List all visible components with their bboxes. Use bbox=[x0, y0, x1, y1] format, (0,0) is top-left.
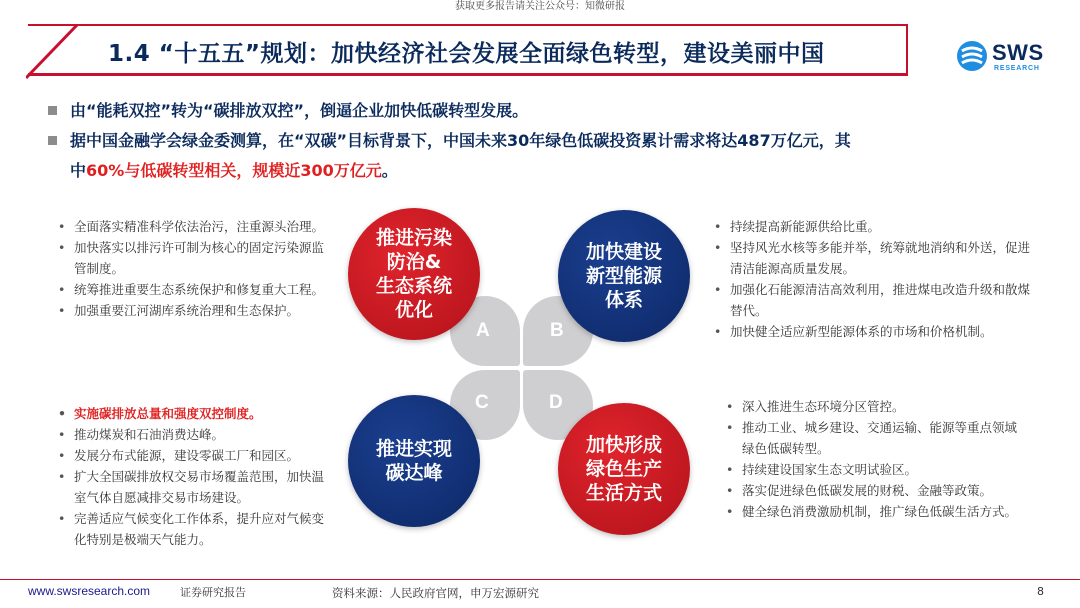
footer-source-note: 资料来源：人民政府官网，申万宏源研究 bbox=[332, 586, 539, 600]
list-a-item: • 加强重要江河湖库系统治理和生态保护。 bbox=[58, 300, 328, 321]
petal-a-label: A bbox=[476, 320, 490, 341]
footer-divider bbox=[0, 579, 1080, 580]
list-a-item: • 加快落实以排污许可制为核心的固定污染源监管制度。 bbox=[58, 237, 328, 279]
list-b-item: • 加快健全适应新型能源体系的市场和价格机制。 bbox=[714, 321, 1034, 342]
circle-c-label: 推进实现 碳达峰 bbox=[375, 438, 452, 484]
list-a bbox=[58, 216, 328, 321]
lead-point-1-text: 由“能耗双控”转为“碳排放双控”，倒逼企业加快低碳转型发展。 bbox=[70, 101, 529, 120]
list-d-item: • 健全绿色消费激励机制，推广绿色低碳生活方式。 bbox=[726, 501, 1026, 522]
list-b-item: • 加强化石能源清洁高效利用，推进煤电改造升级和散煤替代。 bbox=[714, 279, 1034, 321]
footer-website-link[interactable]: www.swsresearch.com bbox=[28, 584, 151, 598]
list-c-item: • 发展分布式能源，建设零碳工厂和园区。 bbox=[58, 445, 328, 466]
circle-c-carbon-peak bbox=[348, 395, 480, 527]
list-b-item: • 坚持风光水核等多能并举，统筹就地消纳和外送，促进清洁能源高质量发展。 bbox=[714, 237, 1034, 279]
lead-point-2-highlight: 60%与低碳转型相关，规模近300万亿元 bbox=[86, 161, 382, 180]
petal-c-label: C bbox=[475, 392, 489, 413]
circle-d-green-lifestyle bbox=[558, 403, 690, 535]
watermark-text: 获取更多报告请关注公众号：知微研报 bbox=[455, 1, 625, 12]
square-bullet-icon bbox=[48, 106, 57, 115]
list-c-item: • 完善适应气候变化工作体系，提升应对气候变化特别是极端天气能力。 bbox=[58, 508, 328, 550]
lead-point-2 bbox=[70, 126, 1020, 186]
circle-b-new-energy bbox=[558, 210, 690, 342]
circle-d-label: 加快形成 绿色生产 生活方式 bbox=[585, 434, 662, 504]
list-c bbox=[58, 403, 328, 550]
sws-logo-icon bbox=[956, 40, 988, 72]
logo-subtitle: RESEARCH bbox=[994, 65, 1040, 72]
lead-point-2-prefix: 中 bbox=[70, 161, 87, 180]
page-number: 8 bbox=[1037, 585, 1044, 598]
four-quadrant-diagram bbox=[340, 200, 710, 580]
list-a-item: • 统筹推进重要生态系统保护和修复重大工程。 bbox=[58, 279, 328, 300]
lead-point-1 bbox=[70, 96, 1020, 126]
circle-a-pollution-ecology bbox=[348, 208, 480, 340]
header-bar bbox=[0, 18, 1080, 84]
footer-report-label: 证券研究报告 bbox=[180, 586, 246, 599]
list-c-item-highlight: • 实施碳排放总量和强度双控制度。 bbox=[58, 403, 328, 424]
page-title: 1.4 “十五五”规划：加快经济社会发展全面绿色转型，建设美丽中国 bbox=[108, 41, 825, 67]
lead-point-2-suffix: 。 bbox=[381, 161, 398, 180]
list-c-item: • 扩大全国碳排放权交易市场覆盖范围，加快温室气体自愿减排交易市场建设。 bbox=[58, 466, 328, 508]
title-slant-decoration bbox=[26, 24, 86, 80]
list-d-item: • 持续建设国家生态文明试验区。 bbox=[726, 459, 1026, 480]
square-bullet-icon bbox=[48, 136, 57, 145]
list-d-item: • 推动工业、城乡建设、交通运输、能源等重点领域绿色低碳转型。 bbox=[726, 417, 1026, 459]
petal-b-label: B bbox=[550, 320, 564, 341]
list-d-item: • 落实促进绿色低碳发展的财税、金融等政策。 bbox=[726, 480, 1026, 501]
sws-logo bbox=[956, 38, 1056, 78]
list-d-item: • 深入推进生态环境分区管控。 bbox=[726, 396, 1026, 417]
list-d bbox=[726, 396, 1026, 522]
title-frame bbox=[28, 24, 908, 76]
circle-a-label: 推进污染 防治& 生态系统 优化 bbox=[375, 227, 452, 321]
petal-d-label: D bbox=[549, 392, 563, 413]
list-b bbox=[714, 216, 1034, 342]
list-b-item: • 持续提高新能源供给比重。 bbox=[714, 216, 1034, 237]
lead-point-2-text: 据中国金融学会绿金委测算，在“双碳”目标背景下，中国未来30年绿色低碳投资累计需求将达487万亿元，其 bbox=[70, 131, 851, 150]
logo-wordmark: SWS bbox=[992, 40, 1044, 65]
list-a-item: • 全面落实精准科学依法治污，注重源头治理。 bbox=[58, 216, 328, 237]
list-c-item: • 推动煤炭和石油消费达峰。 bbox=[58, 424, 328, 445]
circle-b-label: 加快建设 新型能源 体系 bbox=[585, 241, 662, 311]
